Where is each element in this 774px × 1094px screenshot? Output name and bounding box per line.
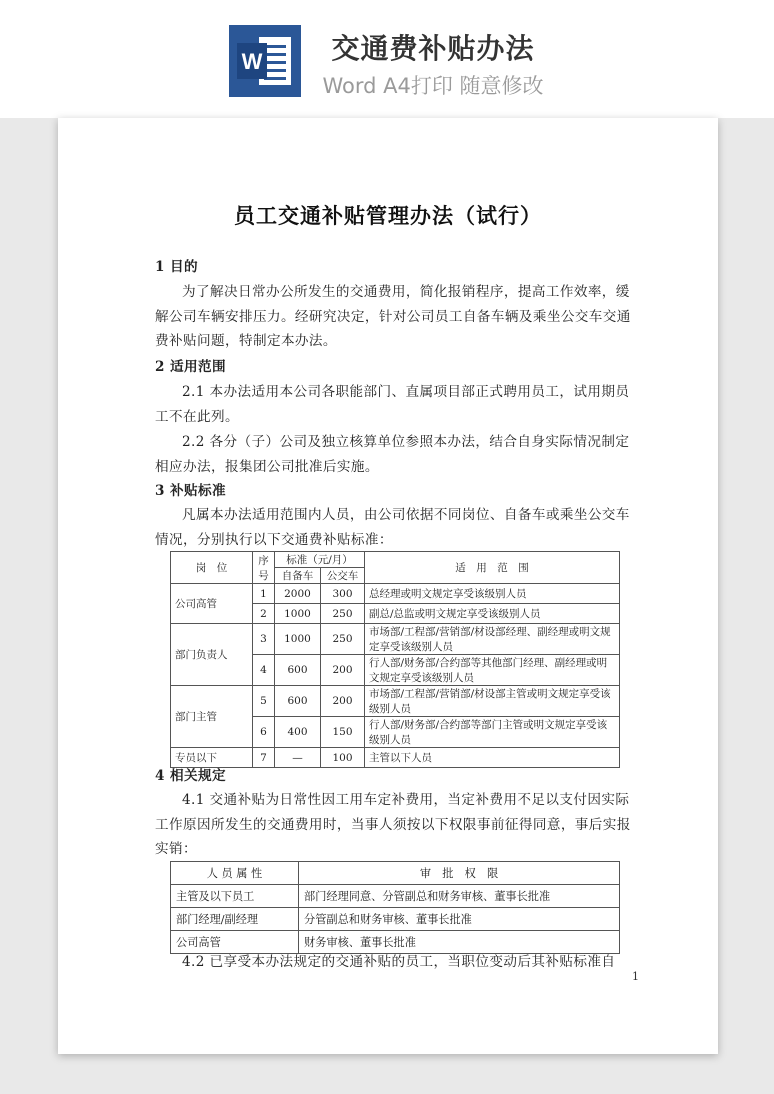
- header-own-car: 自备车: [275, 568, 321, 584]
- row-personnel: 公司高管: [171, 931, 299, 954]
- row-no: 3: [253, 624, 275, 655]
- table-row: [171, 686, 620, 717]
- row-own-car: 400: [275, 717, 321, 748]
- row-scope: 主管以下人员: [365, 748, 620, 768]
- paragraph-scope-2-1: 2.1 本办法适用本公司各职能部门、直属项目部正式聘用员工，试用期员工不在此列。: [155, 384, 630, 425]
- row-approval: 分管副总和财务审核、董事长批准: [299, 908, 620, 931]
- paragraph-rules-4-2: 4.2 已享受本办法规定的交通补贴的员工，当职位变动后其补贴标准自: [182, 954, 616, 970]
- approval-table: [170, 861, 620, 954]
- header-bus: 公交车: [321, 568, 365, 584]
- group-label: 公司高管: [171, 584, 253, 624]
- group-label: 部门主管: [171, 686, 253, 748]
- row-scope: 副总/总监或明文规定享受该级别人员: [365, 604, 620, 624]
- group-label: 部门负责人: [171, 624, 253, 686]
- svg-text:W: W: [241, 49, 263, 74]
- row-approval: 财务审核、董事长批准: [299, 931, 620, 954]
- word-icon: [229, 25, 301, 97]
- row-own-car: 600: [275, 655, 321, 686]
- paragraph-standard: 凡属本办法适用范围内人员，由公司依据不同岗位、自备车或乘坐公交车情况，分别执行以下交通费补贴标准：: [155, 507, 630, 548]
- row-no: 7: [253, 748, 275, 768]
- page-number: 1: [632, 970, 639, 983]
- section-heading-standard: 3 补贴标准: [155, 483, 226, 499]
- subsidy-standard-table: [170, 551, 620, 768]
- row-no: 5: [253, 686, 275, 717]
- header-personnel: 人 员 属 性: [171, 862, 299, 885]
- table-row: [171, 885, 620, 908]
- row-own-car: 2000: [275, 584, 321, 604]
- section-heading-purpose: 1 目的: [155, 259, 198, 275]
- row-bus: 250: [321, 624, 365, 655]
- row-scope: 市场部/工程部/营销部/材设部经理、副经理或明文规定享受该级别人员: [365, 624, 620, 655]
- row-bus: 250: [321, 604, 365, 624]
- table-row: [171, 908, 620, 931]
- document-title: 员工交通补贴管理办法（试行）: [234, 203, 542, 228]
- row-scope: 行人部/财务部/合约部等其他部门经理、副经理或明文规定享受该级别人员: [365, 655, 620, 686]
- banner-title: 交通费补贴办法: [331, 32, 535, 65]
- row-approval: 部门经理同意、分管副总和财务审核、董事长批准: [299, 885, 620, 908]
- row-personnel: 主管及以下员工: [171, 885, 299, 908]
- header-position: 岗 位: [171, 552, 253, 584]
- row-bus: 300: [321, 584, 365, 604]
- row-bus: 150: [321, 717, 365, 748]
- row-own-car: 600: [275, 686, 321, 717]
- banner-subtitle: Word A4打印 随意修改: [322, 74, 544, 98]
- paragraph-purpose: 为了解决日常办公所发生的交通费用，简化报销程序，提高工作效率，缓解公司车辆安排压力。经研究决定，针对公司员工自备车辆及乘坐公交车交通费补贴问题，特制定本办法。: [155, 284, 631, 349]
- row-own-car: —: [275, 748, 321, 768]
- row-no: 4: [253, 655, 275, 686]
- header-standard: 标准（元/月）: [275, 552, 365, 568]
- document-page: [58, 118, 718, 1054]
- row-no: 6: [253, 717, 275, 748]
- row-own-car: 1000: [275, 604, 321, 624]
- row-bus: 200: [321, 686, 365, 717]
- header-banner: [0, 0, 774, 118]
- row-own-car: 1000: [275, 624, 321, 655]
- header-approval: 审 批 权 限: [299, 862, 620, 885]
- table-row: [171, 624, 620, 655]
- section-heading-scope: 2 适用范围: [155, 359, 226, 375]
- header-no: 序号: [253, 552, 275, 584]
- section-heading-rules: 4 相关规定: [155, 768, 226, 784]
- row-no: 1: [253, 584, 275, 604]
- row-no: 2: [253, 604, 275, 624]
- row-scope: 行人部/财务部/合约部等部门主管或明文规定享受该级别人员: [365, 717, 620, 748]
- header-scope: 适 用 范 围: [365, 552, 620, 584]
- table-row: [171, 584, 620, 604]
- paragraph-rules-4-1: 4.1 交通补贴为日常性因工用车定补费用，当定补费用不足以支付因实际工作原因所发生的交通费用时，当事人须按以下权限事前征得同意，事后实报实销：: [155, 792, 631, 857]
- paragraph-scope-2-2: 2.2 各分（子）公司及独立核算单位参照本办法，结合自身实际情况制定相应办法，报集团公司批准后实施。: [155, 434, 630, 475]
- group-label: 专员以下: [171, 748, 253, 768]
- row-bus: 200: [321, 655, 365, 686]
- row-scope: 市场部/工程部/营销部/材设部主管或明文规定享受该级别人员: [365, 686, 620, 717]
- row-personnel: 部门经理/副经理: [171, 908, 299, 931]
- row-bus: 100: [321, 748, 365, 768]
- row-scope: 总经理或明文规定享受该级别人员: [365, 584, 620, 604]
